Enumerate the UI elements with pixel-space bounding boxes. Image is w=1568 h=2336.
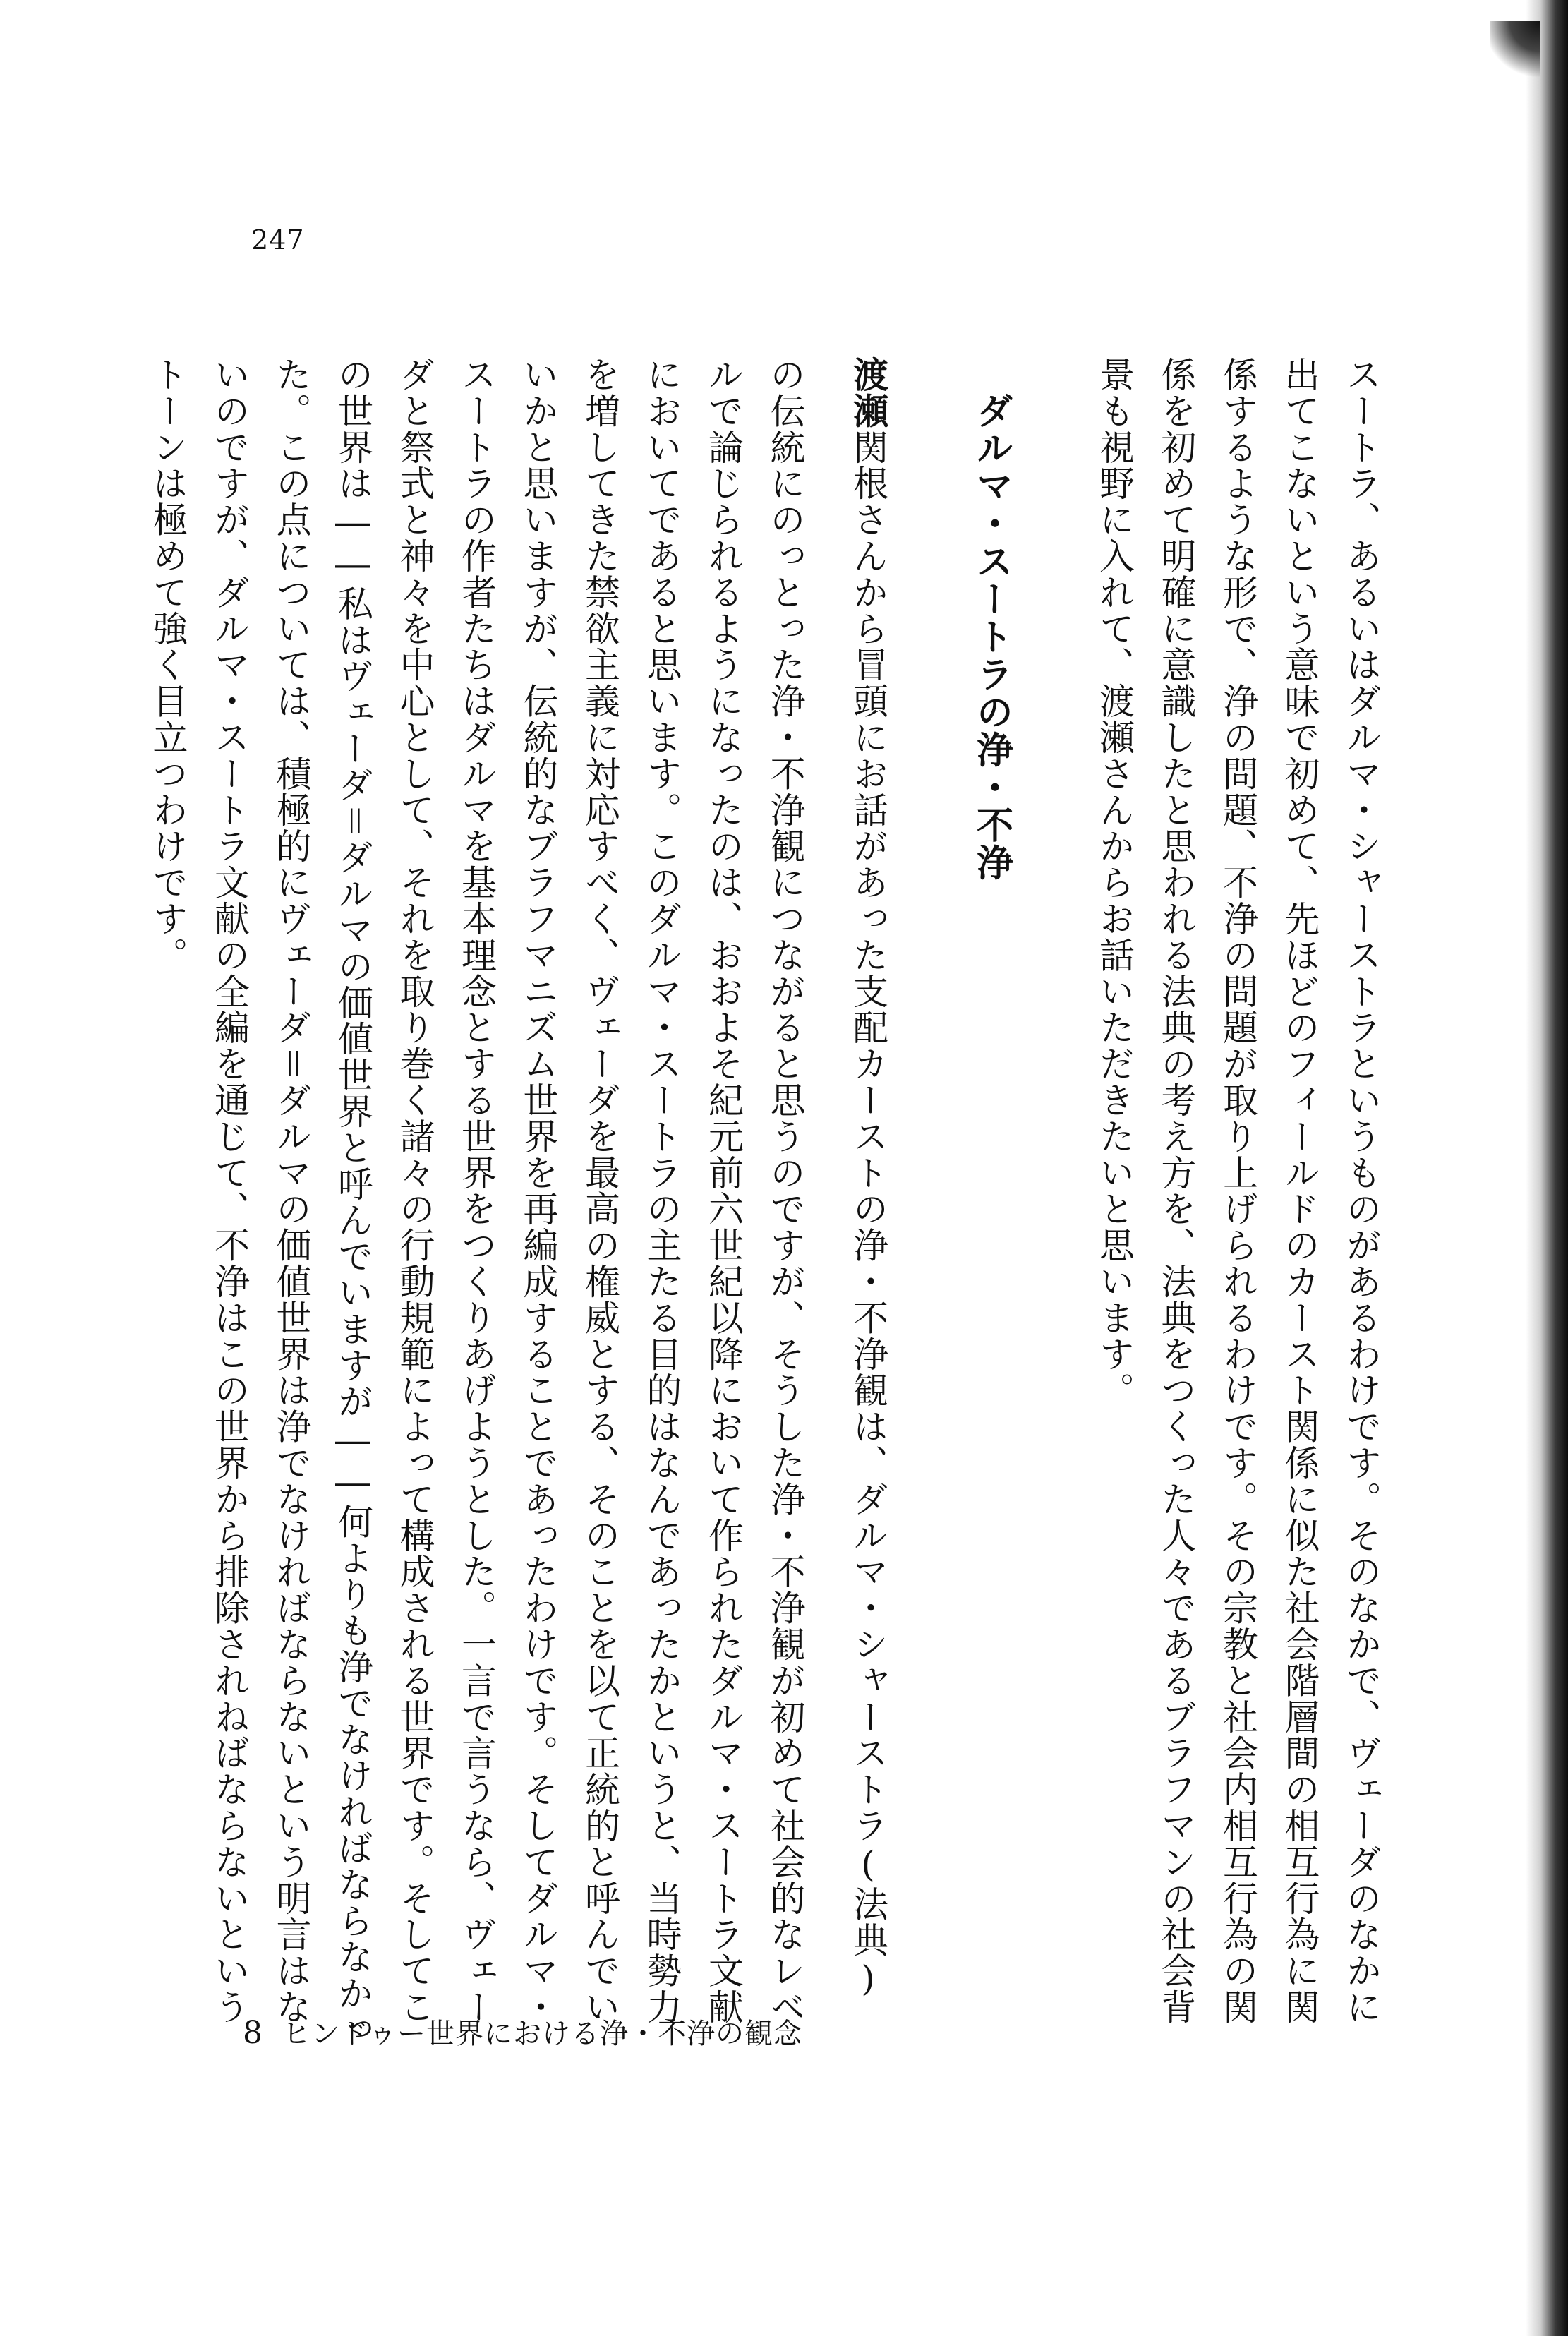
text-line: の伝統にのっとった浄・不浄観につながると思うのですが、そうした浄・不浄観が初めて社会的なレベ — [764, 356, 806, 2025]
speaker-name: 渡瀬 — [848, 356, 888, 429]
section-heading: ダルマ・スートラの浄・不浄 — [970, 392, 1013, 882]
text-line: 関根さんから冒頭にお話があった支配カーストの浄・不浄観は、ダルマ・シャーストラ(法典) — [848, 428, 888, 2001]
text-line: トーンは極めて強く目立つわけです。 — [147, 356, 188, 973]
running-footer — [243, 2011, 802, 2052]
text-line: いのですが、ダルマ・スートラ文献の全編を通じて、不浄はこの世界から排除されねばならないという — [209, 356, 250, 2025]
text-line: の世界は――私はヴェーダ＝ダルマの価値世界と呼んでいますが――何よりも浄でなければならなかっ — [332, 356, 373, 2048]
text-line: においてであると思います。このダルマ・スートラの主たる目的はなんであったかというと、当時勢力 — [641, 356, 682, 2025]
text-line: 係を初めて明確に意識したと思われる法典の考え方を、法典をつくった人々であるブラフマンの社会背 — [1155, 356, 1197, 2025]
chapter-title: ヒンドゥー世界における浄・不浄の観念 — [282, 2018, 802, 2050]
text-line: 係するような形で、浄の問題、不浄の問題が取り上げられるわけです。その宗教と社会内相互行為の関 — [1217, 356, 1258, 2025]
section-spacer — [898, 356, 960, 1958]
chapter-number: 8 — [243, 2015, 263, 2051]
page-corner-shadow — [1490, 21, 1540, 78]
text-line: た。この点については、積極的にヴェーダ＝ダルマの価値世界は浄でなければならないという明言はな — [270, 356, 312, 2025]
text-line: スートラの作者たちはダルマを基本理念とする世界をつくりあげようとした。一言で言うなら、ヴェー — [456, 356, 497, 2025]
speaker-line — [816, 356, 899, 2001]
text-line: いかと思いますが、伝統的なブラフマニズム世界を再編成することであったわけです。そしてダルマ・ — [517, 356, 559, 2025]
text-line: ダと祭式と神々を中心として、それを取り巻く諸々の行動規範によって構成される世界です。そしてこ — [394, 356, 435, 2025]
text-line: を増してきた禁欲主義に対応すべく、ヴェーダを最高の権威とする、そのことを以て正統的と呼んでい — [579, 356, 620, 2025]
page-edge-shadow — [1526, 0, 1568, 2336]
text-line: ルで論じられるようになったのは、おおよそ紀元前六世紀以降において作られたダルマ・スートラ文献 — [703, 356, 744, 2025]
page-number: 247 — [251, 224, 305, 255]
text-line: スートラ、あるいはダルマ・シャーストラというものがあるわけです。そのなかで、ヴェーダのなかに — [1341, 356, 1382, 2025]
text-line: 出てこないという意味で初めて、先ほどのフィールドのカースト関係に似た社会階層間の相互行為に関 — [1279, 356, 1320, 2025]
section-spacer — [1022, 356, 1083, 1958]
text-line: 景も視野に入れて、渡瀬さんからお話いただきたいと思います。 — [1094, 356, 1135, 1409]
